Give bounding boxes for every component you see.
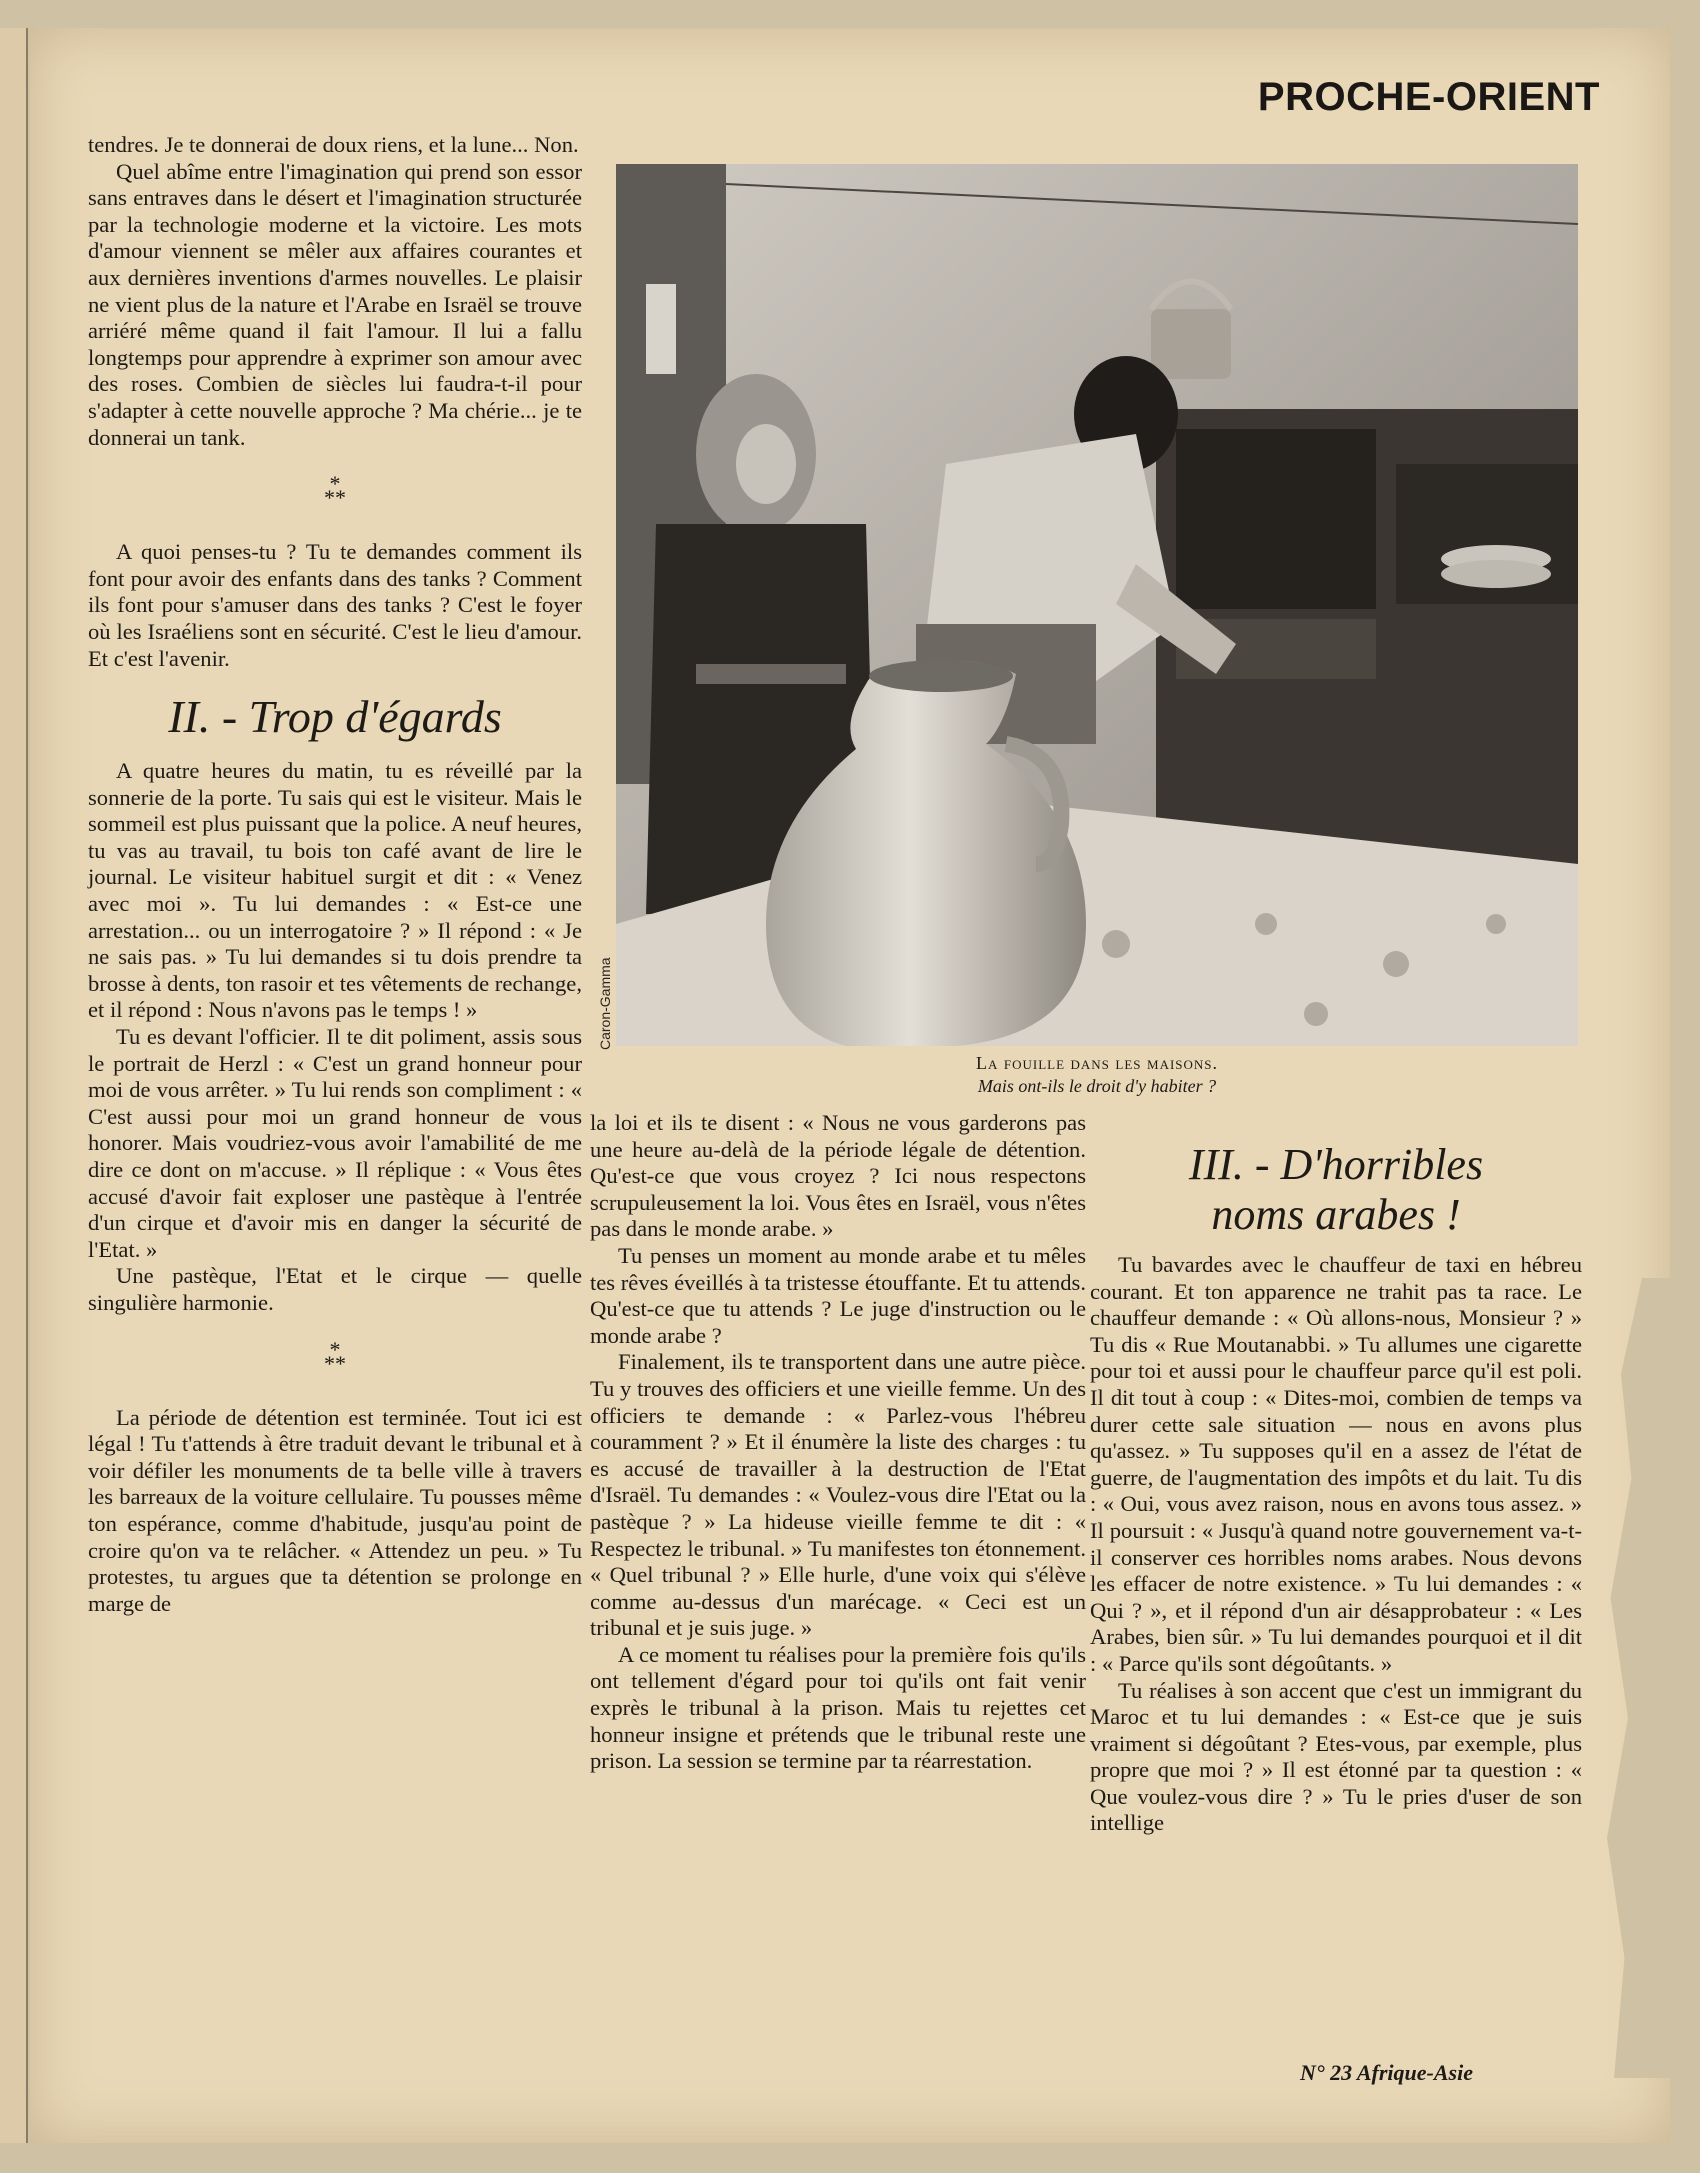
separator-stars: * ** xyxy=(324,1336,346,1376)
photo-credit: Caron-Gamma xyxy=(597,957,613,1050)
paragraph: Tu es devant l'officier. Il te dit poliment, assis sous le portrait de Herzl : « C'est un grand honneur pour moi de vous arrêter. » Tu lui rends son compliment : « C'est aussi pour moi un grand honneur de vous honorer. Mais voudriez-vous avoir l'amabilité de me dire ce dont on m'accuse. » Il réplique : « Vous êtes accusé d'avoir fait exploser une pastèque à l'entrée d'un cirque et d'avoir mis en danger la sécurité de l'Etat. » xyxy=(88,1024,582,1262)
section-title-3-line2: noms arabes ! xyxy=(1211,1190,1461,1239)
paragraph: Tu bavardes avec le chauffeur de taxi en hébreu courant. Et ton apparence ne trahit pas ta race. Le chauffeur demande : « Où allons-nous, Monsieur ? » Tu dis « Rue Moutanabbi. » Tu allumes une cigarette pour toi et aussi pour le chauffeur parce qu'il est poli. Il dit tout à coup : « Dites-moi, combien de temps va durer cette sale situation — nous en avons plus qu'assez. » Tu supposes qu'il en a assez de l'état de guerre, de l'augmentation des impôts et du lait. Tu dis : « Oui, vous avez raison, nous en avons tous assez. » Il poursuit : « Jusqu'à quand notre gouvernement va-t-il conserver ces horribles noms arabes. Nous devons les effacer de notre existence. » Tu lui demandes : « Qui ? », et il répond d'un air désapprobateur : « Les Arabes, bien sûr. » Tu lui demandes pourquoi et il dit : « Parce qu'ils sont dégoûtants. » xyxy=(1090,1252,1582,1676)
paragraph: A quatre heures du matin, tu es réveillé par la sonnerie de la porte. Tu sais qui est le visiteur. Mais le sommeil est plus puissant que la police. A neuf heures, tu vas au travail, tu bois ton café avant de lire le journal. Le visiteur habituel surgit et dit : « Venez avec moi ». Tu lui demandes : « Est-ce une arrestation... ou un interrogatoire ? » Il répond : « Je ne sais pas. » Tu lui demandes si tu dois prendre ta brosse à dents, ton rasoir et tes vêtements de rechange, et il répond : Nous n'avons pas le temps ! » xyxy=(88,758,582,1023)
right-column xyxy=(1090,1252,1582,1837)
paragraph: A quoi penses-tu ? Tu te demandes comment ils font pour avoir des enfants dans des tanks ? Comment ils font pour s'amuser dans des tanks ? C'est le foyer où les Israéliens sont en sécurité. C'est le lieu d'amour. Et c'est l'avenir. xyxy=(88,539,582,671)
paragraph: la loi et ils te disent : « Nous ne vous garderons pas une heure au-delà de la période légale de détention. Qu'est-ce que vous croyez ? Ici nous respectons scrupuleusement la loi. Vous êtes en Israël, vous n'êtes pas dans le monde arabe. » xyxy=(590,1110,1086,1242)
separator-stars: * ** xyxy=(324,471,346,511)
section-header: PROCHE-ORIENT xyxy=(1257,75,1600,119)
photo-house-search xyxy=(616,164,1578,1046)
paragraph: La période de détention est terminée. Tout ici est légal ! Tu t'attends à être traduit devant le tribunal et à voir défiler les monuments de ta belle ville à travers les barreaux de la voiture cellulaire. Tu pousses même ton espérance, comme d'habitude, jusqu'au point de croire qu'on va te relâcher. « Attendez un peu. » Tu protestes, tu argues que ta détention se prolonge en marge de xyxy=(88,1404,582,1616)
paragraph: Quel abîme entre l'imagination qui prend son essor sans entraves dans le désert et l'imagination structurée par la technologie moderne et la victoire. Les mots d'amour viennent se mêler aux affaires courantes et aux dernières inventions d'armes nouvelles. Le plaisir ne vient plus de la nature et l'Arabe en Israël se trouve arriéré même quand il fait l'amour. Il lui a fallu longtemps pour apprendre à exprimer son amour avec des roses. Combien de siècles lui faudra-t-il pour s'adapter à cette nouvelle approche ? Ma chérie... je te donnerai un tank. xyxy=(88,158,582,450)
photo-illustration xyxy=(616,164,1578,1046)
paragraph: Tu réalises à son accent que c'est un immigrant du Maroc et tu lui demandes : « Est-ce que je suis vraiment si dégoûtant ? Etes-vous, par exemple, plus propre que moi ? » Il est étonné par ta question : « Que voulez-vous dire ? » Tu le pries d'user de son intellige xyxy=(1090,1677,1582,1836)
section-title-3 xyxy=(1090,1140,1582,1240)
paragraph: Finalement, ils te transportent dans une autre pièce. Tu y trouves des officiers et une vieille femme. Un des officiers te demande : « Parlez-vous l'hébreu couramment ? » Et il énumère la liste des charges : tu es accusé de travailler à la destruction de l'Etat d'Israël. Tu demandes : « Voulez-vous dire l'Etat ou la pastèque ? » La hideuse vieille femme te dit : « Respectez le tribunal. » Tu manifestes ton étonnement. « Quel tribunal ? » Elle hurle, d'une voix qui s'élève comme au-dessus d'un marécage. « Ceci est un tribunal et je suis juge. » xyxy=(590,1349,1086,1641)
caption-subtitle: Mais ont-ils le droit d'y habiter ? xyxy=(977,1076,1217,1096)
caption-title: La fouille dans les maisons. xyxy=(975,1053,1219,1073)
torn-edge xyxy=(1600,1278,1670,2078)
photo-caption xyxy=(616,1052,1578,1098)
paragraph: A ce moment tu réalises pour la première fois qu'ils ont tellement d'égard pour toi qu'ils ont fait venir exprès le tribunal à la prison. Mais tu rejettes cet honneur insigne et prétends que le tribunal reste une prison. La session se termine par ta réarrestation. xyxy=(590,1641,1086,1774)
paragraph: Tu penses un moment au monde arabe et tu mêles tes rêves éveillés à ta tristesse étouffante. Et tu attends. Qu'est-ce que tu attends ? Le juge d'instruction ou le monde arabe ? xyxy=(590,1242,1086,1348)
left-column xyxy=(88,132,582,1617)
section-separator xyxy=(88,1336,582,1376)
paragraph: tendres. Je te donnerai de doux riens, et la lune... Non. xyxy=(88,132,579,157)
section-title-3-line1: III. - D'horribles xyxy=(1188,1140,1484,1189)
section-separator xyxy=(88,471,582,511)
middle-column xyxy=(590,1110,1086,1775)
page-footer: N° 23 Afrique-Asie xyxy=(1300,2060,1473,2085)
facing-page-edge xyxy=(0,28,28,2143)
section-title-2: II. - Trop d'égards xyxy=(168,691,502,743)
paragraph: Une pastèque, l'Etat et le cirque — quelle singulière harmonie. xyxy=(88,1263,582,1315)
